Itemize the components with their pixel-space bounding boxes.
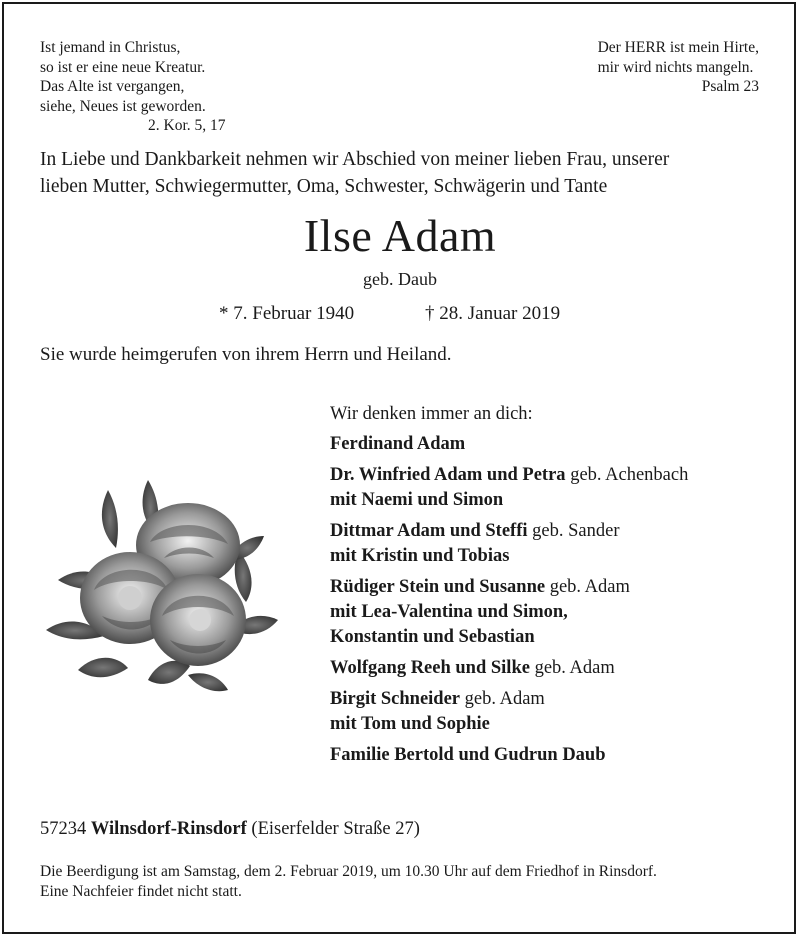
mourner-children: Konstantin und Sebastian (330, 627, 535, 647)
mourner-children: mit Tom und Sophie (330, 714, 490, 734)
verse-right-line: mir wird nichts mangeln. (597, 58, 754, 76)
death-date: † 28. Januar 2019 (425, 303, 561, 324)
mourner-maiden: geb. Adam (545, 577, 630, 597)
verse-left-line: Ist jemand in Christus, (40, 39, 181, 56)
verse-left (40, 38, 226, 136)
mourner-entry (330, 463, 780, 513)
mourner-entry (330, 432, 780, 457)
verse-right-line: Der HERR ist mein Hirte, (597, 39, 759, 56)
maiden-name: geb. Daub (363, 269, 437, 289)
postal-code: 57234 (40, 819, 87, 839)
funeral-notice-line: Die Beerdigung ist am Samstag, dem 2. Februar 2019, um 10.30 Uhr auf dem Friedhof in Rinsdorf. (40, 863, 657, 880)
mourner-maiden: geb. Adam (460, 689, 545, 709)
peony-flower-illustration (38, 470, 294, 706)
street: (Eiserfelder Straße 27) (251, 819, 420, 839)
birth-date: * 7. Februar 1940 (219, 303, 355, 324)
verse-right (598, 38, 759, 97)
mourner-name: Ferdinand Adam (330, 434, 466, 454)
place-name: Wilnsdorf-Rinsdorf (90, 819, 247, 839)
verse-left-line: siehe, Neues ist geworden. (40, 97, 206, 115)
mourner-entry (330, 743, 780, 768)
mourner-name: Rüdiger Stein und Susanne (330, 577, 546, 597)
mourners-heading: Wir denken immer an dich: (330, 404, 533, 424)
intro-line: lieben Mutter, Schwiegermutter, Oma, Schwester, Schwägerin und Tante (40, 176, 608, 197)
mourner-children: mit Lea-Valentina und Simon, (330, 602, 568, 622)
mourner-maiden: geb. Adam (529, 658, 615, 678)
funeral-notice-line: Eine Nachfeier findet nicht statt. (40, 883, 242, 900)
called-home-text: Sie wurde heimgerufen von ihrem Herrn und Heiland. (40, 344, 452, 365)
intro-line: In Liebe und Dankbarkeit nehmen wir Abschied von meiner lieben Frau, unserer (40, 149, 670, 170)
verse-left-reference: 2. Kor. 5, 17 (148, 117, 226, 135)
mourner-children: mit Kristin und Tobias (330, 546, 510, 566)
funeral-notice (40, 862, 780, 902)
mourner-entry (330, 519, 780, 569)
mourner-name: Wolfgang Reeh und Silke (330, 658, 530, 678)
address (40, 817, 420, 841)
verse-left-line: so ist er eine neue Kreatur. (40, 58, 206, 76)
mourner-name: Birgit Schneider (330, 689, 461, 709)
mourner-entry (330, 687, 780, 737)
mourner-name: Dittmar Adam und Steffi (330, 521, 528, 541)
mourner-maiden: geb. Sander (527, 521, 620, 541)
mourner-name: Dr. Winfried Adam und Petra (330, 465, 566, 485)
verse-left-line: Das Alte ist vergangen, (40, 78, 185, 96)
verse-right-reference: Psalm 23 (701, 78, 759, 96)
mourner-entry (330, 656, 780, 681)
intro-text (40, 146, 762, 200)
deceased-name: Ilse Adam (303, 210, 497, 261)
mourner-maiden: geb. Achenbach (565, 465, 689, 485)
mourner-entry (330, 575, 780, 650)
mourner-children: mit Naemi und Simon (330, 490, 504, 510)
mourner-name: Familie Bertold und Gudrun Daub (330, 745, 606, 765)
mourners-list (330, 402, 780, 774)
